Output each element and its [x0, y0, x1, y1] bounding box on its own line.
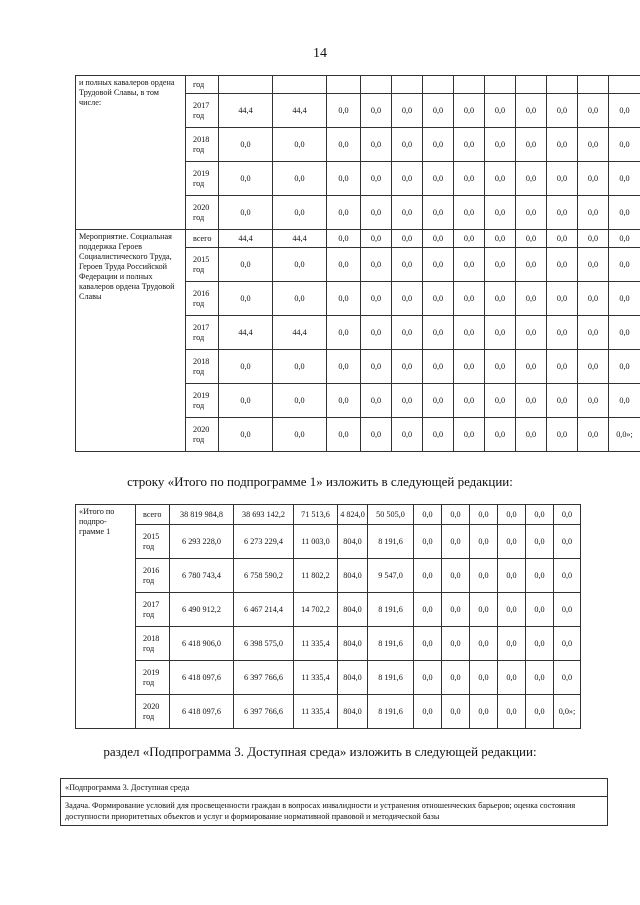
- value-cell: 0,0: [516, 384, 547, 418]
- value-cell: 0,0: [392, 248, 423, 282]
- value-cell: 0,0: [609, 162, 640, 196]
- value-cell: [392, 76, 423, 94]
- value-cell: [327, 76, 361, 94]
- value-cell: [273, 76, 327, 94]
- value-cell: 0,0: [392, 282, 423, 316]
- value-cell: [423, 76, 454, 94]
- value-cell: 0,0: [578, 316, 609, 350]
- value-cell: 0,0: [609, 384, 640, 418]
- value-cell: 0,0: [392, 384, 423, 418]
- value-cell: 0,0: [609, 196, 640, 230]
- value-cell: 0,0: [454, 316, 485, 350]
- value-cell: 0,0: [361, 350, 392, 384]
- table-row: [76, 695, 611, 729]
- value-cell: 0,0: [423, 418, 454, 452]
- value-cell: 0,0: [609, 94, 640, 128]
- table-itogo-subprogram-1: [75, 504, 611, 729]
- value-cell: 0,0: [273, 162, 327, 196]
- value-cell: 0,0: [498, 525, 526, 559]
- value-cell: 0,0: [361, 230, 392, 248]
- value-cell: 6 418 097,6: [170, 661, 234, 695]
- value-cell: 44,4: [273, 94, 327, 128]
- value-cell: 8 191,6: [368, 661, 414, 695]
- value-cell: 0,0: [470, 593, 498, 627]
- value-cell: 0,0: [578, 248, 609, 282]
- value-cell: 11 335,4: [294, 695, 338, 729]
- value-cell: 804,0: [338, 525, 368, 559]
- value-cell: 0,0: [454, 196, 485, 230]
- value-cell: 11 335,4: [294, 661, 338, 695]
- value-cell: 0,0: [578, 94, 609, 128]
- value-cell: 50 505,0: [368, 505, 414, 525]
- value-cell: 0,0: [526, 505, 554, 525]
- value-cell: 0,0: [219, 350, 273, 384]
- value-cell: 0,0: [454, 248, 485, 282]
- value-cell: 0,0: [485, 384, 516, 418]
- value-cell: 0,0: [442, 593, 470, 627]
- value-cell: 0,0: [578, 282, 609, 316]
- value-cell: 0,0: [554, 627, 581, 661]
- value-cell: 0,0: [454, 162, 485, 196]
- value-cell: 0,0: [554, 525, 581, 559]
- value-cell: 0,0: [454, 128, 485, 162]
- value-cell: 0,0: [361, 384, 392, 418]
- value-cell: 9 547,0: [368, 559, 414, 593]
- value-cell: 0,0: [498, 505, 526, 525]
- value-cell: 0,0: [327, 282, 361, 316]
- value-cell: 6 758 590,2: [234, 559, 294, 593]
- value-cell: [485, 76, 516, 94]
- value-cell: 0,0: [547, 282, 578, 316]
- value-cell: 0,0: [547, 384, 578, 418]
- value-cell: 0,0: [516, 418, 547, 452]
- value-cell: 0,0: [526, 559, 554, 593]
- value-cell: 0,0: [578, 128, 609, 162]
- value-cell: 0,0: [414, 661, 442, 695]
- value-cell: 0,0: [498, 627, 526, 661]
- table-row: [76, 593, 611, 627]
- subprogram-3-title: «Подпрограмма 3. Доступная среда: [65, 783, 190, 792]
- value-cell: 0,0: [609, 230, 640, 248]
- value-cell: [578, 76, 609, 94]
- value-cell: 0,0: [454, 94, 485, 128]
- value-cell: 0,0: [392, 128, 423, 162]
- value-cell: [219, 76, 273, 94]
- value-cell: 0,0»;: [554, 695, 581, 729]
- value-cell: 0,0: [578, 196, 609, 230]
- table-row: [76, 525, 611, 559]
- value-cell: 0,0: [547, 196, 578, 230]
- value-cell: 0,0: [392, 94, 423, 128]
- value-cell: 0,0: [392, 162, 423, 196]
- value-cell: 6 398 575,0: [234, 627, 294, 661]
- value-cell: 11 003,0: [294, 525, 338, 559]
- year-cell: 2017 год: [186, 94, 219, 128]
- value-cell: 0,0: [442, 627, 470, 661]
- value-cell: 0,0: [516, 162, 547, 196]
- year-cell: 2019 год: [136, 661, 170, 695]
- value-cell: 0,0: [454, 230, 485, 248]
- value-cell: 6 418 097,6: [170, 695, 234, 729]
- value-cell: 8 191,6: [368, 627, 414, 661]
- value-cell: 0,0: [470, 525, 498, 559]
- value-cell: 0,0: [442, 661, 470, 695]
- value-cell: 0,0: [414, 695, 442, 729]
- value-cell: 0,0: [327, 384, 361, 418]
- value-cell: 0,0: [423, 230, 454, 248]
- value-cell: 0,0: [423, 350, 454, 384]
- value-cell: [547, 76, 578, 94]
- value-cell: 0,0: [361, 316, 392, 350]
- value-cell: 0,0: [578, 418, 609, 452]
- value-cell: [361, 76, 392, 94]
- year-cell: 2018 год: [186, 350, 219, 384]
- value-cell: 14 702,2: [294, 593, 338, 627]
- value-cell: 0,0: [219, 418, 273, 452]
- value-cell: 6 273 229,4: [234, 525, 294, 559]
- value-cell: 804,0: [338, 661, 368, 695]
- value-cell: 6 467 214,4: [234, 593, 294, 627]
- value-cell: 0,0: [485, 230, 516, 248]
- value-cell: 0,0: [414, 559, 442, 593]
- value-cell: [516, 76, 547, 94]
- value-cell: 0,0: [547, 230, 578, 248]
- value-cell: 0,0: [470, 661, 498, 695]
- instruction-itogo: строку «Итого по подпрограмме 1» изложить в следующей редакции:: [127, 474, 513, 489]
- value-cell: 0,0: [485, 316, 516, 350]
- value-cell: 0,0: [547, 128, 578, 162]
- row-label: Мероприятие. Социальная поддержка Героев Социалистического Труда, Героев Труда Российской Федерации и полных кавалеров ордена Трудовой Славы: [76, 230, 186, 452]
- table-subprogram-1-events: [75, 75, 640, 452]
- value-cell: 44,4: [219, 230, 273, 248]
- table-row: [76, 230, 640, 248]
- year-cell: всего: [136, 505, 170, 525]
- value-cell: 0,0: [423, 94, 454, 128]
- value-cell: 0,0: [516, 316, 547, 350]
- year-cell: всего: [186, 230, 219, 248]
- value-cell: 0,0: [485, 128, 516, 162]
- value-cell: 0,0: [554, 505, 581, 525]
- value-cell: 0,0: [554, 559, 581, 593]
- value-cell: 0,0: [423, 282, 454, 316]
- value-cell: 0,0: [273, 418, 327, 452]
- value-cell: 0,0: [392, 316, 423, 350]
- value-cell: 0,0: [526, 661, 554, 695]
- value-cell: 804,0: [338, 559, 368, 593]
- value-cell: 0,0: [516, 248, 547, 282]
- value-cell: 11 335,4: [294, 627, 338, 661]
- value-cell: 6 418 906,0: [170, 627, 234, 661]
- value-cell: 0,0: [273, 384, 327, 418]
- value-cell: 0,0: [423, 128, 454, 162]
- value-cell: 0,0: [498, 559, 526, 593]
- value-cell: 0,0: [578, 350, 609, 384]
- value-cell: 0,0: [327, 162, 361, 196]
- value-cell: 44,4: [273, 230, 327, 248]
- value-cell: 0,0: [609, 350, 640, 384]
- value-cell: 0,0: [609, 316, 640, 350]
- value-cell: 0,0: [516, 282, 547, 316]
- value-cell: 0,0: [219, 282, 273, 316]
- year-cell: 2020 год: [136, 695, 170, 729]
- value-cell: 0,0: [470, 559, 498, 593]
- value-cell: 0,0: [361, 418, 392, 452]
- subprogram-3-task: Задача. Формирование условий для просвещенности граждан в вопросах инвалидности и устранения отношенческих барьеров; оценка состояния доступности приоритетных объектов и услуг и формирование нормативной правовой и методической базы: [61, 796, 607, 825]
- value-cell: 0,0: [273, 350, 327, 384]
- value-cell: 0,0: [485, 94, 516, 128]
- value-cell: 0,0: [423, 196, 454, 230]
- value-cell: 0,0: [273, 196, 327, 230]
- year-cell: 2018 год: [186, 128, 219, 162]
- value-cell: 0,0: [526, 695, 554, 729]
- value-cell: 4 824,0: [338, 505, 368, 525]
- value-cell: 0,0: [554, 593, 581, 627]
- year-cell: 2019 год: [186, 162, 219, 196]
- value-cell: 0,0: [361, 94, 392, 128]
- value-cell: 0,0: [327, 316, 361, 350]
- value-cell: 0,0: [442, 525, 470, 559]
- value-cell: 8 191,6: [368, 525, 414, 559]
- value-cell: 0,0: [392, 418, 423, 452]
- value-cell: 0,0: [327, 248, 361, 282]
- value-cell: 0,0: [485, 282, 516, 316]
- value-cell: 0,0: [219, 196, 273, 230]
- value-cell: 0,0: [454, 350, 485, 384]
- value-cell: 0,0: [498, 593, 526, 627]
- value-cell: 11 802,2: [294, 559, 338, 593]
- value-cell: 0,0: [547, 94, 578, 128]
- value-cell: 0,0: [526, 627, 554, 661]
- value-cell: 0,0: [392, 350, 423, 384]
- value-cell: 38 819 984,8: [170, 505, 234, 525]
- year-cell: 2015 год: [186, 248, 219, 282]
- instruction-subprogram-3: раздел «Подпрограмма 3. Доступная среда» изложить в следующей редакции:: [103, 744, 537, 759]
- value-cell: 0,0: [327, 418, 361, 452]
- value-cell: 8 191,6: [368, 593, 414, 627]
- value-cell: 8 191,6: [368, 695, 414, 729]
- value-cell: 6 397 766,6: [234, 695, 294, 729]
- value-cell: 0,0: [442, 505, 470, 525]
- year-cell: 2016 год: [186, 282, 219, 316]
- value-cell: 0,0: [516, 230, 547, 248]
- value-cell: 0,0: [442, 559, 470, 593]
- value-cell: 0,0: [547, 350, 578, 384]
- year-cell: 2020 год: [186, 418, 219, 452]
- year-cell: год: [186, 76, 219, 94]
- value-cell: 0,0: [485, 418, 516, 452]
- value-cell: 0,0: [578, 162, 609, 196]
- value-cell: 6 293 228,0: [170, 525, 234, 559]
- value-cell: 0,0: [516, 128, 547, 162]
- value-cell: 0,0: [516, 196, 547, 230]
- value-cell: 0,0: [423, 316, 454, 350]
- value-cell: 0,0: [414, 505, 442, 525]
- table-row: [76, 505, 611, 525]
- value-cell: 0,0: [327, 94, 361, 128]
- year-cell: 2016 год: [136, 559, 170, 593]
- value-cell: 0,0»;: [609, 418, 640, 452]
- value-cell: 0,0: [273, 248, 327, 282]
- value-cell: 0,0: [361, 282, 392, 316]
- value-cell: 0,0: [392, 230, 423, 248]
- value-cell: [454, 76, 485, 94]
- table-row: [76, 661, 611, 695]
- value-cell: 0,0: [423, 162, 454, 196]
- value-cell: 0,0: [485, 350, 516, 384]
- value-cell: 0,0: [454, 418, 485, 452]
- value-cell: 0,0: [414, 593, 442, 627]
- value-cell: 0,0: [327, 196, 361, 230]
- value-cell: 71 513,6: [294, 505, 338, 525]
- value-cell: 38 693 142,2: [234, 505, 294, 525]
- value-cell: 0,0: [219, 248, 273, 282]
- value-cell: 0,0: [547, 162, 578, 196]
- value-cell: 0,0: [442, 695, 470, 729]
- value-cell: 0,0: [470, 695, 498, 729]
- value-cell: 0,0: [414, 627, 442, 661]
- value-cell: 0,0: [454, 282, 485, 316]
- value-cell: 0,0: [470, 505, 498, 525]
- value-cell: 0,0: [485, 162, 516, 196]
- value-cell: 0,0: [498, 661, 526, 695]
- value-cell: 0,0: [273, 128, 327, 162]
- value-cell: 0,0: [578, 384, 609, 418]
- subprogram-3-box: [60, 778, 608, 826]
- value-cell: 0,0: [423, 248, 454, 282]
- value-cell: 0,0: [498, 695, 526, 729]
- value-cell: 0,0: [578, 230, 609, 248]
- row-label: «Итого по подпро- грамме 1: [76, 505, 136, 729]
- value-cell: 0,0: [554, 661, 581, 695]
- value-cell: 0,0: [547, 248, 578, 282]
- row-label: и полных кавалеров ордена Трудовой Славы, в том числе:: [76, 76, 186, 230]
- value-cell: 0,0: [219, 384, 273, 418]
- value-cell: 44,4: [273, 316, 327, 350]
- value-cell: 0,0: [327, 128, 361, 162]
- value-cell: 0,0: [470, 627, 498, 661]
- value-cell: [609, 76, 640, 94]
- value-cell: 0,0: [361, 162, 392, 196]
- year-cell: 2017 год: [136, 593, 170, 627]
- value-cell: 804,0: [338, 627, 368, 661]
- value-cell: 0,0: [327, 350, 361, 384]
- value-cell: 0,0: [609, 282, 640, 316]
- value-cell: 6 780 743,4: [170, 559, 234, 593]
- value-cell: 0,0: [414, 525, 442, 559]
- value-cell: 0,0: [609, 128, 640, 162]
- value-cell: 0,0: [485, 196, 516, 230]
- value-cell: 804,0: [338, 593, 368, 627]
- value-cell: 44,4: [219, 94, 273, 128]
- page-number: 14: [313, 46, 327, 61]
- value-cell: 804,0: [338, 695, 368, 729]
- value-cell: 0,0: [609, 248, 640, 282]
- value-cell: 0,0: [526, 593, 554, 627]
- table-row: [76, 627, 611, 661]
- value-cell: 0,0: [219, 162, 273, 196]
- year-cell: 2015 год: [136, 525, 170, 559]
- value-cell: 0,0: [392, 196, 423, 230]
- year-cell: 2017 год: [186, 316, 219, 350]
- year-cell: 2020 год: [186, 196, 219, 230]
- value-cell: 0,0: [516, 350, 547, 384]
- value-cell: 0,0: [219, 128, 273, 162]
- table-row: [76, 76, 640, 94]
- value-cell: 0,0: [547, 316, 578, 350]
- value-cell: 0,0: [454, 384, 485, 418]
- value-cell: 0,0: [485, 248, 516, 282]
- value-cell: 0,0: [361, 128, 392, 162]
- value-cell: 0,0: [526, 525, 554, 559]
- year-cell: 2019 год: [186, 384, 219, 418]
- value-cell: 0,0: [361, 196, 392, 230]
- value-cell: 0,0: [361, 248, 392, 282]
- value-cell: 0,0: [423, 384, 454, 418]
- table-row: [76, 559, 611, 593]
- year-cell: 2018 год: [136, 627, 170, 661]
- value-cell: 0,0: [273, 282, 327, 316]
- value-cell: 0,0: [327, 230, 361, 248]
- value-cell: 0,0: [547, 418, 578, 452]
- value-cell: 0,0: [516, 94, 547, 128]
- value-cell: 44,4: [219, 316, 273, 350]
- value-cell: 6 397 766,6: [234, 661, 294, 695]
- value-cell: 6 490 912,2: [170, 593, 234, 627]
